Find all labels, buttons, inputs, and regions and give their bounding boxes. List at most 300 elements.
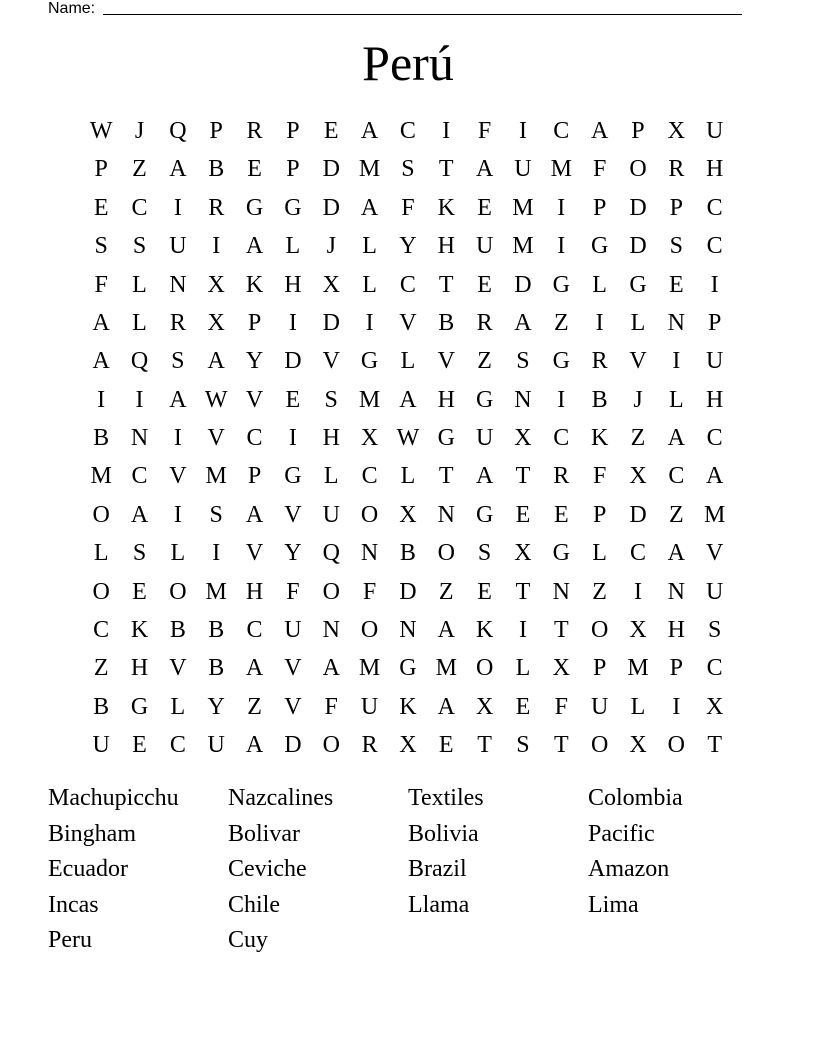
grid-letter: C xyxy=(706,425,723,451)
grid-letter: N xyxy=(130,425,149,451)
word-list-item: Amazon xyxy=(588,856,670,883)
grid-letter: A xyxy=(245,501,264,528)
grid-letter: Z xyxy=(132,156,147,183)
grid-letter: L xyxy=(132,271,147,298)
grid-letter: L xyxy=(668,386,684,413)
word-list-item: Llama xyxy=(408,891,470,918)
grid-letter: G xyxy=(130,693,149,720)
grid-letter: U xyxy=(514,156,532,183)
grid-letter: X xyxy=(629,732,647,758)
grid-letter: D xyxy=(629,233,647,260)
grid-letter: U xyxy=(169,233,187,260)
grid-letter: F xyxy=(94,271,108,298)
grid-letter: S xyxy=(401,156,415,183)
grid-letter: I xyxy=(173,425,182,451)
grid-row xyxy=(82,227,734,265)
grid-letter: I xyxy=(672,348,681,375)
grid-letter: V xyxy=(322,348,340,375)
grid-letter: W xyxy=(396,425,420,451)
grid-letter: G xyxy=(590,233,609,260)
grid-letter: H xyxy=(284,271,302,298)
grid-letter: I xyxy=(442,118,451,144)
grid-letter: C xyxy=(93,616,110,643)
grid-letter: U xyxy=(360,693,379,720)
grid-letter: P xyxy=(286,118,300,144)
grid-letter: R xyxy=(246,118,263,144)
grid-letter: B xyxy=(591,386,608,413)
grid-letter: E xyxy=(477,578,492,605)
grid-letter: G xyxy=(475,386,494,413)
grid-letter: G xyxy=(475,501,494,528)
grid-letter: V xyxy=(169,463,187,490)
grid-letter: F xyxy=(592,463,607,490)
grid-letter: A xyxy=(437,693,455,720)
grid-letter: F xyxy=(554,693,568,720)
grid-row xyxy=(82,534,734,572)
grid-letter: J xyxy=(134,118,145,144)
grid-letter: A xyxy=(322,655,340,682)
grid-letter: E xyxy=(285,386,301,413)
grid-letter: Q xyxy=(130,348,149,375)
word-list-item: Ceviche xyxy=(228,856,307,883)
word-list-item: Ecuador xyxy=(48,856,128,883)
grid-letter: M xyxy=(205,463,227,490)
grid-letter: I xyxy=(557,194,566,221)
grid-letter: A xyxy=(590,118,609,144)
grid-letter: O xyxy=(169,578,187,605)
grid-letter: L xyxy=(400,463,416,490)
grid-letter: A xyxy=(130,501,149,528)
grid-letter: M xyxy=(550,156,572,183)
grid-letter: O xyxy=(360,501,379,528)
grid-letter: G xyxy=(552,348,570,375)
grid-letter: I xyxy=(633,578,642,605)
grid-letter: X xyxy=(706,693,724,720)
grid-letter: H xyxy=(322,425,340,451)
grid-letter: E xyxy=(515,501,531,528)
grid-letter: B xyxy=(169,616,186,643)
grid-letter: U xyxy=(92,732,110,758)
grid-letter: C xyxy=(131,463,148,490)
grid-letter: O xyxy=(590,732,609,758)
grid-letter: A xyxy=(360,118,379,144)
grid-letter: B xyxy=(208,616,225,643)
grid-letter: V xyxy=(706,540,724,567)
grid-letter: I xyxy=(595,309,604,336)
grid-letter: O xyxy=(437,540,455,567)
grid-letter: M xyxy=(90,463,112,490)
grid-letter: A xyxy=(92,348,110,375)
word-list-item: Lima xyxy=(588,891,639,918)
grid-letter: R xyxy=(476,309,493,336)
name-underline xyxy=(103,14,742,15)
word-list-item: Bolivar xyxy=(228,820,300,847)
grid-letter: J xyxy=(633,386,643,413)
grid-letter: F xyxy=(592,156,607,183)
grid-letter: I xyxy=(557,233,566,260)
grid-letter: C xyxy=(169,732,186,758)
grid-letter: L xyxy=(630,693,646,720)
grid-letter: L xyxy=(515,655,531,682)
word-list-item: Pacific xyxy=(588,820,655,847)
grid-letter: A xyxy=(667,540,685,567)
grid-letter: R xyxy=(553,463,570,490)
grid-letter: O xyxy=(322,732,340,758)
word-list-item: Peru xyxy=(48,927,92,954)
grid-letter: C xyxy=(629,540,646,567)
grid-row xyxy=(82,688,734,726)
word-list xyxy=(48,780,768,958)
grid-letter: Q xyxy=(322,540,340,567)
grid-letter: X xyxy=(207,271,225,298)
grid-row xyxy=(82,189,734,227)
grid-letter: S xyxy=(516,732,530,758)
grid-letter: U xyxy=(706,118,724,144)
grid-letter: V xyxy=(399,309,417,336)
grid-letter: R xyxy=(169,309,186,336)
grid-letter: M xyxy=(627,655,649,682)
grid-letter: P xyxy=(669,194,683,221)
grid-letter: H xyxy=(245,578,264,605)
grid-letter: I xyxy=(173,194,182,221)
grid-letter: N xyxy=(169,271,187,298)
grid-letter: H xyxy=(437,233,455,260)
grid-row xyxy=(82,266,734,304)
grid-letter: Q xyxy=(169,118,187,144)
grid-letter: T xyxy=(553,616,569,643)
grid-letter: A xyxy=(169,156,187,183)
grid-letter: V xyxy=(169,655,187,682)
grid-letter: W xyxy=(89,118,113,144)
grid-letter: D xyxy=(322,156,340,183)
grid-letter: Z xyxy=(668,501,684,528)
grid-letter: V xyxy=(629,348,647,375)
grid-letter: E xyxy=(553,501,569,528)
grid-letter: N xyxy=(667,578,685,605)
grid-letter: K xyxy=(437,194,455,221)
word-list-item: Brazil xyxy=(408,856,467,883)
grid-letter: M xyxy=(435,655,457,682)
grid-letter: P xyxy=(286,156,300,183)
grid-letter: R xyxy=(668,156,685,183)
grid-letter: I xyxy=(672,693,681,720)
grid-letter: U xyxy=(590,693,609,720)
grid-letter: X xyxy=(667,118,685,144)
grid-letter: V xyxy=(245,540,264,567)
grid-letter: Z xyxy=(477,348,492,375)
grid-letter: C xyxy=(706,233,723,260)
grid-letter: C xyxy=(246,425,263,451)
grid-letter: T xyxy=(553,732,569,758)
grid-letter: S xyxy=(516,348,530,375)
grid-letter: T xyxy=(515,578,531,605)
word-list-item: Incas xyxy=(48,891,99,918)
grid-letter: X xyxy=(629,616,647,643)
grid-letter: E xyxy=(668,271,684,298)
grid-letter: U xyxy=(284,616,302,643)
grid-letter: T xyxy=(515,463,531,490)
grid-letter: K xyxy=(475,616,494,643)
grid-letter: U xyxy=(706,348,724,375)
grid-letter: T xyxy=(438,156,454,183)
grid-letter: L xyxy=(170,693,186,720)
grid-letter: E xyxy=(132,732,147,758)
grid-letter: N xyxy=(322,616,340,643)
grid-letter: O xyxy=(667,732,685,758)
grid-letter: C xyxy=(706,194,723,221)
grid-letter: Z xyxy=(630,425,646,451)
grid-letter: C xyxy=(361,463,378,490)
grid-letter: P xyxy=(247,309,262,336)
grid-letter: M xyxy=(512,194,534,221)
grid-letter: V xyxy=(437,348,455,375)
word-list-item: Bolivia xyxy=(408,820,479,847)
grid-letter: I xyxy=(212,540,221,567)
grid-letter: Z xyxy=(553,309,569,336)
grid-letter: C xyxy=(553,425,570,451)
grid-letter: F xyxy=(401,194,415,221)
grid-row xyxy=(82,381,734,419)
grid-letter: S xyxy=(477,540,492,567)
grid-letter: X xyxy=(514,540,532,567)
grid-letter: O xyxy=(92,578,110,605)
grid-letter: A xyxy=(169,386,187,413)
grid-letter: B xyxy=(93,693,110,720)
grid-letter: U xyxy=(322,501,340,528)
grid-letter: S xyxy=(171,348,185,375)
grid-letter: V xyxy=(284,693,302,720)
grid-letter: K xyxy=(399,693,417,720)
grid-letter: O xyxy=(475,655,494,682)
word-list-item: Machupicchu xyxy=(48,785,179,811)
grid-letter: X xyxy=(552,655,570,682)
grid-letter: R xyxy=(591,348,608,375)
grid-letter: E xyxy=(477,271,492,298)
page-title: Perú xyxy=(362,35,454,91)
grid-row xyxy=(82,457,734,495)
grid-letter: G xyxy=(360,348,379,375)
grid-row xyxy=(82,304,734,342)
grid-letter: B xyxy=(208,655,225,682)
grid-row xyxy=(82,496,734,534)
grid-letter: O xyxy=(590,616,609,643)
grid-letter: G xyxy=(284,463,302,490)
grid-letter: X xyxy=(360,425,379,451)
grid-letter: S xyxy=(669,233,683,260)
grid-letter: P xyxy=(592,655,607,682)
grid-letter: A xyxy=(245,655,264,682)
grid-letter: O xyxy=(629,156,647,183)
grid-letter: E xyxy=(247,156,262,183)
grid-letter: H xyxy=(667,616,685,643)
grid-row xyxy=(82,419,734,457)
grid-letter: U xyxy=(475,425,494,451)
grid-letter: P xyxy=(631,118,645,144)
grid-letter: N xyxy=(437,501,455,528)
word-list-item: Chile xyxy=(228,891,280,918)
grid-letter: Z xyxy=(93,655,109,682)
grid-letter: I xyxy=(710,271,719,298)
grid-letter: I xyxy=(135,386,144,413)
word-list-item: Textiles xyxy=(408,785,484,811)
grid-letter: L xyxy=(592,271,607,298)
grid-letter: D xyxy=(284,732,302,758)
grid-letter: R xyxy=(208,194,225,221)
grid-letter: Y xyxy=(399,233,417,260)
grid-letter: S xyxy=(324,386,338,413)
grid-letter: L xyxy=(323,463,339,490)
grid-letter: L xyxy=(170,540,186,567)
grid-letter: X xyxy=(629,463,647,490)
grid-letter: C xyxy=(668,463,685,490)
grid-letter: L xyxy=(400,348,416,375)
grid-letter: M xyxy=(512,233,534,260)
grid-letter: B xyxy=(438,309,455,336)
grid-letter: A xyxy=(475,156,494,183)
grid-letter: P xyxy=(592,194,607,221)
grid-letter: M xyxy=(358,156,381,183)
grid-letter: V xyxy=(207,425,225,451)
word-list-row xyxy=(48,887,768,923)
grid-letter: S xyxy=(132,233,147,260)
grid-letter: I xyxy=(557,386,566,413)
grid-letter: W xyxy=(204,386,228,413)
grid-letter: G xyxy=(245,194,264,221)
grid-letter: G xyxy=(437,425,455,451)
grid-letter: F xyxy=(362,578,377,605)
grid-letter: T xyxy=(707,732,722,758)
grid-letter: X xyxy=(207,309,225,336)
grid-letter: P xyxy=(209,118,223,144)
grid-letter: S xyxy=(209,501,223,528)
grid-letter: F xyxy=(324,693,338,720)
word-list-item: Nazcalines xyxy=(228,785,334,811)
word-list-row xyxy=(48,816,768,852)
grid-letter: Y xyxy=(245,348,264,375)
grid-letter: S xyxy=(94,233,108,260)
grid-letter: Y xyxy=(284,540,302,567)
grid-letter: D xyxy=(629,194,647,221)
grid-letter: P xyxy=(247,463,262,490)
grid-letter: X xyxy=(399,732,417,758)
grid-row xyxy=(82,573,734,611)
grid-letter: X xyxy=(514,425,532,451)
grid-letter: A xyxy=(92,309,110,336)
grid-letter: J xyxy=(326,233,336,260)
grid-letter: O xyxy=(360,616,379,643)
grid-letter: I xyxy=(212,233,221,260)
grid-letter: I xyxy=(288,425,297,451)
grid-letter: E xyxy=(438,732,454,758)
grid-letter: M xyxy=(358,386,381,413)
grid-letter: D xyxy=(514,271,532,298)
grid-letter: A xyxy=(399,386,417,413)
grid-row xyxy=(82,150,734,188)
grid-letter: A xyxy=(514,309,532,336)
grid-letter: M xyxy=(358,655,381,682)
word-list-item: Cuy xyxy=(228,927,269,954)
grid-letter: B xyxy=(208,156,225,183)
grid-letter: A xyxy=(667,425,685,451)
grid-letter: G xyxy=(629,271,647,298)
grid-letter: V xyxy=(284,501,302,528)
grid-letter: M xyxy=(205,578,227,605)
grid-letter: L xyxy=(630,309,646,336)
grid-letter: I xyxy=(173,501,182,528)
grid-letter: A xyxy=(706,463,724,490)
word-list-row xyxy=(48,780,768,816)
grid-letter: L xyxy=(362,233,377,260)
grid-letter: E xyxy=(477,194,492,221)
grid-letter: E xyxy=(132,578,147,605)
grid-letter: Z xyxy=(247,693,262,720)
grid-letter: L xyxy=(93,540,109,567)
grid-letter: N xyxy=(667,309,685,336)
grid-letter: U xyxy=(475,233,494,260)
grid-letter: I xyxy=(97,386,106,413)
grid-letter: C xyxy=(131,194,148,221)
grid-letter: I xyxy=(518,616,527,643)
grid-letter: B xyxy=(399,540,416,567)
grid-letter: A xyxy=(360,194,379,221)
word-list-item: Bingham xyxy=(48,820,136,847)
grid-letter: N xyxy=(514,386,532,413)
grid-letter: U xyxy=(706,578,724,605)
grid-letter: E xyxy=(93,194,109,221)
grid-letter: K xyxy=(245,271,264,298)
grid-letter: G xyxy=(399,655,417,682)
grid-letter: O xyxy=(322,578,340,605)
grid-letter: T xyxy=(438,463,454,490)
grid-letter: F xyxy=(477,118,492,144)
grid-letter: G xyxy=(284,194,302,221)
grid-letter: D xyxy=(322,309,340,336)
grid-letter: L xyxy=(132,309,147,336)
grid-letter: L xyxy=(592,540,607,567)
grid-letter: A xyxy=(245,233,264,260)
grid-letter: F xyxy=(286,578,300,605)
grid-letter: O xyxy=(92,501,110,528)
grid-letter: A xyxy=(207,348,225,375)
grid-letter: C xyxy=(246,616,263,643)
grid-letter: A xyxy=(245,732,264,758)
grid-letter: H xyxy=(437,386,455,413)
grid-letter: G xyxy=(552,540,570,567)
grid-letter: X xyxy=(399,501,417,528)
grid-letter: P xyxy=(669,655,683,682)
word-list-row xyxy=(48,922,768,958)
grid-letter: N xyxy=(552,578,570,605)
grid-letter: P xyxy=(707,309,722,336)
grid-letter: T xyxy=(438,271,454,298)
grid-letter: C xyxy=(553,118,570,144)
grid-letter: E xyxy=(515,693,531,720)
grid-letter: H xyxy=(130,655,149,682)
name-field xyxy=(48,0,742,18)
grid-letter: P xyxy=(94,156,108,183)
grid-letter: D xyxy=(322,194,340,221)
grid-letter: Z xyxy=(592,578,607,605)
grid-letter: B xyxy=(93,425,110,451)
grid-letter: P xyxy=(592,501,607,528)
grid-letter: U xyxy=(207,732,225,758)
grid-letter: A xyxy=(437,616,455,643)
grid-letter: H xyxy=(706,156,724,183)
grid-letter: V xyxy=(245,386,264,413)
name-label: Name: xyxy=(48,0,96,17)
grid-row xyxy=(82,342,734,380)
grid-letter: N xyxy=(399,616,417,643)
